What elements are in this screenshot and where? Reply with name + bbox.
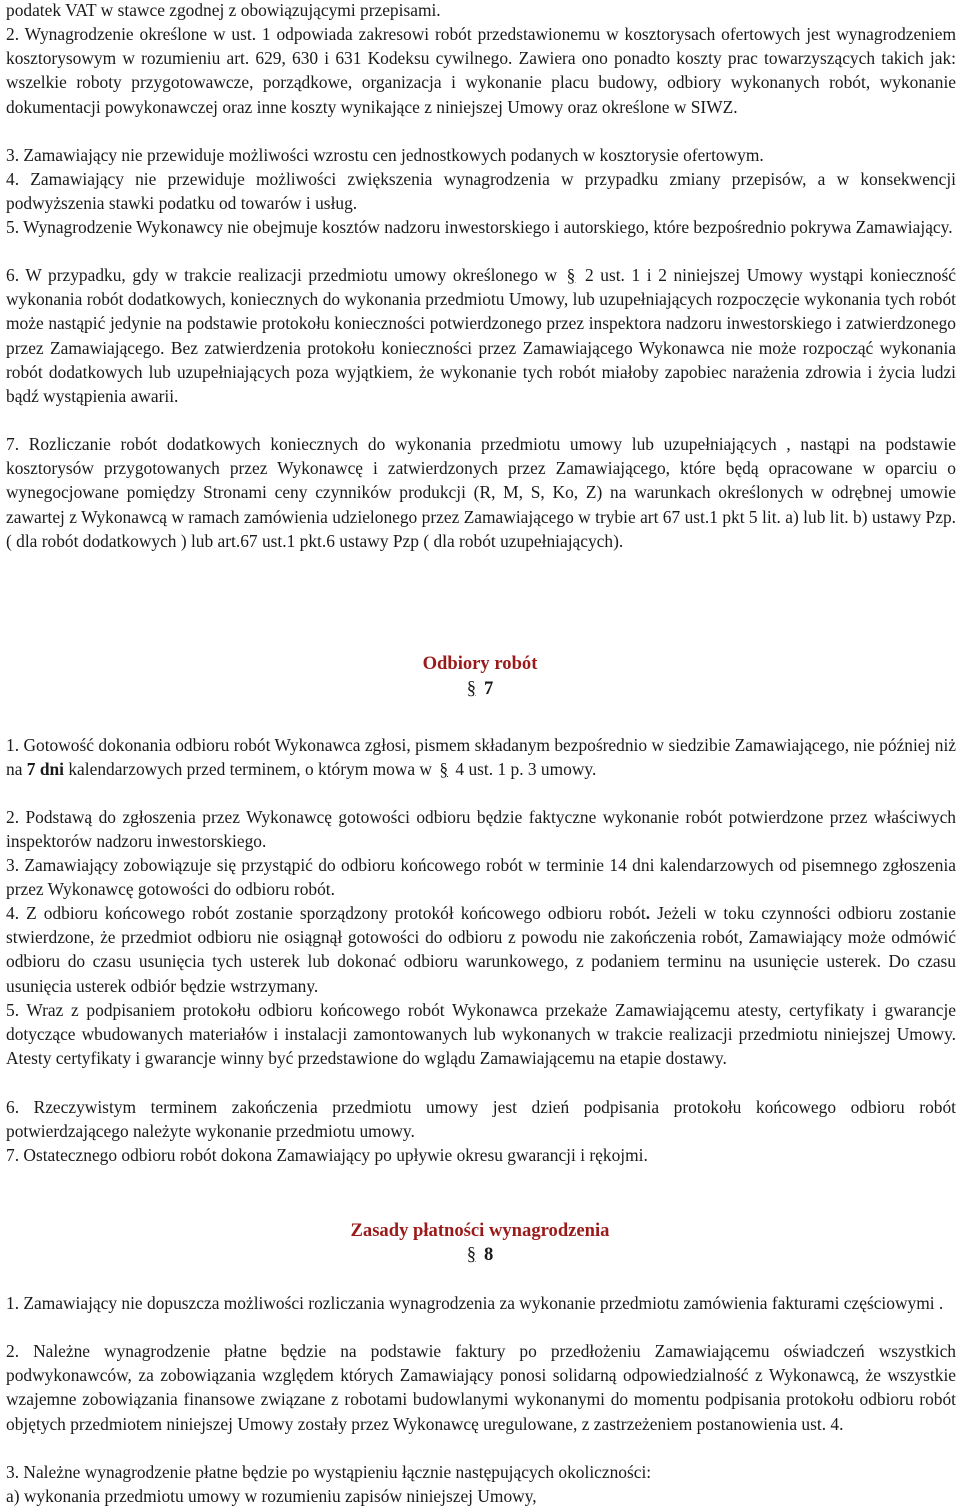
- paragraph-8-3a: a) wykonania przedmiotu umowy w rozumieniu zapisów niniejszej Umowy,: [6, 1486, 537, 1506]
- paragraph-8-1: 1. Zamawiający nie dopuszcza możliwości rozliczania wynagrodzenia za wykonanie przedmiotu zamówienia fakturami częściowymi .: [6, 1293, 944, 1313]
- section-number: 8: [484, 1244, 494, 1265]
- paragraph-6-3: 3. Zamawiający nie przewiduje możliwości wzrostu cen jednostkowych podanych w kosztorysie ofertowym.: [6, 145, 764, 165]
- paragraph-7-1-text-c: 4 ust. 1 p. 3 umowy.: [455, 759, 597, 780]
- section-8-heading: Zasady płatności wynagrodzenia: [350, 1220, 610, 1241]
- section-number: 7: [484, 678, 494, 699]
- paragraph-6-2: 2. Wynagrodzenie określone w ust. 1 odpowiada zakresowi robót przedstawionemu w kosztorysach ofertowych jest wynagrodzeniem kosztorysowym w rozumieniu art. 629, 630 i 631 Kodeksu cywilnego. Zawiera ono ponadto koszty prac towarzyszących takich jak: wszelkie roboty przygotowawcze, porządkowe, organizacja i wykonanie placu budowy, odbiory wykonanych robót, wykonanie dokumentacji powykonawczej oraz inne koszty wynikające z niniejszej Umowy oraz określone w SIWZ.: [6, 24, 956, 117]
- section-sign: §: [466, 678, 476, 699]
- paragraph-7-1-bold: 7 dni: [26, 759, 64, 780]
- paragraph-7-1-text-a: 1. Gotowość dokonania odbioru robót Wykonawca zgłosi, pismem składanym bezpośrednio w siedzibie Zamawiającego, nie później niż na: [6, 735, 956, 780]
- paragraph-6-5: 5. Wynagrodzenie Wykonawcy nie obejmuje kosztów nadzoru inwestorskiego i autorskiego, które bezpośrednio pokrywa Zamawiający.: [6, 217, 953, 237]
- paragraph-vat: podatek VAT w stawce zgodnej z obowiązującymi przepisami.: [6, 0, 441, 20]
- paragraph-7-6: 6. Rzeczywistym terminem zakończenia przedmiotu umowy jest dzień podpisania protokołu końcowego odbioru robót potwierdzającego należyte wykonanie przedmiotu umowy.: [6, 1097, 956, 1142]
- paragraph-6-7: 7. Rozliczanie robót dodatkowych koniecznych do wykonania przedmiotu umowy lub uzupełniających , nastąpi na podstawie kosztorysów przygotowanych przez Wykonawcę i zatwierdzonych przez Zamawiającego, które będą opracowane w oparciu o wynegocjowane pomiędzy Stronami ceny czynników produkcji (R, M, S, Ko, Z) na warunkach określonych w odrębnej umowie zawartej z Wykonawcą w ramach zamówienia udzielonego przez Zamawiającego w trybie art 67 ust.1 pkt 5 lit. a) lub lit. b) ustawy Pzp.( dla robót dodatkowych ) lub art.67 ust.1 pkt.6 ustawy Pzp ( dla robót uzupełniających).: [6, 434, 956, 551]
- section-sign: §: [566, 265, 576, 285]
- paragraph-6-4: [6, 167, 956, 215]
- paragraph-7-1-text-b: kalendarzowych przed terminem, o którym mowa w: [68, 759, 432, 780]
- paragraph-7-7: 7. Ostatecznego odbioru robót dokona Zamawiający po upływie okresu gwarancji i rękojmi.: [6, 1145, 648, 1165]
- section-sign: §: [466, 1244, 476, 1265]
- paragraph-7-2: 2. Podstawą do zgłoszenia przez Wykonawcę gotowości odbioru będzie faktyczne wykonanie robót potwierdzone przez właściwych inspektorów nadzoru inwestorskiego.: [6, 807, 956, 852]
- paragraph-8-3: 3. Należne wynagrodzenie płatne będzie po wystąpieniu łącznie następujących okoliczności:: [6, 1462, 652, 1482]
- paragraph-8-2: 2. Należne wynagrodzenie płatne będzie na podstawie faktury po przedłożeniu Zamawiającemu oświadczeń wszystkich podwykonawców, za zobowiązania względem których Zamawiający ponosi solidarną odpowiedzialność z Wykonawcą, że wszystkie wzajemne zobowiązania finansowe związane z robotami budowlanymi wykonanymi do momentu podpisania protokołu odbioru robót objętych przedmiotem niniejszej Umowy zostały przez Wykonawcę uregulowane, z zastrzeżeniem postanowienia ust. 4.: [6, 1341, 956, 1434]
- paragraph-7-3: 3. Zamawiający zobowiązuje się przystąpić do odbioru końcowego robót w terminie 14 dni kalendarzowych od pisemnego zgłoszenia przez Wykonawcę gotowości do odbioru robót.: [6, 855, 956, 900]
- paragraph-6-6-text-a: 6. W przypadku, gdy w trakcie realizacji przedmiotu umowy określonego w: [6, 265, 558, 285]
- paragraph-7-4-text-b: Jeżeli w toku czynności odbioru zostanie stwierdzone, że przedmiot odbioru nie osiągnął gotowości do odbioru z powodu nie zakończenia robót, Zamawiający może odmówić odbioru do czasu usunięcia tych usterek lub dokonać odbioru warunkowego, z podaniem terminu na usunięcie usterek. Do czasu usunięcia usterek odbiór będzie wstrzymany.: [6, 903, 956, 996]
- section-7-number: [0, 677, 960, 701]
- paragraph-7-5: 5. Wraz z podpisaniem protokołu odbioru końcowego robót Wykonawca przekaże Zamawiającemu atesty, certyfikaty i gwarancje dotyczące wbudowanych materiałów i instalacji zamontowanych lub wykonanych w trakcie realizacji przedmiotu niniejszej Umowy. Atesty certyfikaty i gwarancje winny być przedstawione do wglądu Zamawiającemu na etapie dostawy.: [6, 1000, 956, 1069]
- section-8-number: [0, 1243, 960, 1267]
- section-sign: §: [439, 759, 449, 780]
- section-7-heading: Odbiory robót: [422, 653, 538, 674]
- paragraph-6-6: [6, 263, 956, 408]
- paragraph-6-6-text-b: 2 ust. 1 i 2 niniejszej Umowy wystąpi konieczność wykonania robót dodatkowych, koniecznych do wykonania przedmiotu Umowy, lub uzupełniających rozpoczęcie wykonania tych robót może nastąpić jedynie na podstawie protokołu konieczności potwierdzonego przez inspektora nadzoru inwestorskiego i zatwierdzonego przez Zamawiającego. Bez zatwierdzenia protokołu konieczności przez Zamawiającego Wykonawca nie może rozpocząć wykonania robót dodatkowych lub uzupełniających poza wyjątkiem, że wykonanie tych robót miałoby zapobiec narażenia zdrowia i życia ludzi bądź wystąpienia awarii.: [6, 265, 956, 407]
- paragraph-6-4-text: 4. Zamawiający nie przewiduje możliwości zwiększenia wynagrodzenia w przypadku zmiany przepisów, a w konsekwencji podwyższenia stawki podatku od towarów i usług.: [6, 169, 956, 214]
- paragraph-7-4-bold: .: [645, 903, 651, 923]
- paragraph-7-4: [6, 901, 956, 998]
- paragraph-7-1: [6, 733, 956, 781]
- paragraph-7-4-text-a: 4. Z odbioru końcowego robót zostanie sporządzony protokół końcowego odbioru robót: [6, 903, 646, 923]
